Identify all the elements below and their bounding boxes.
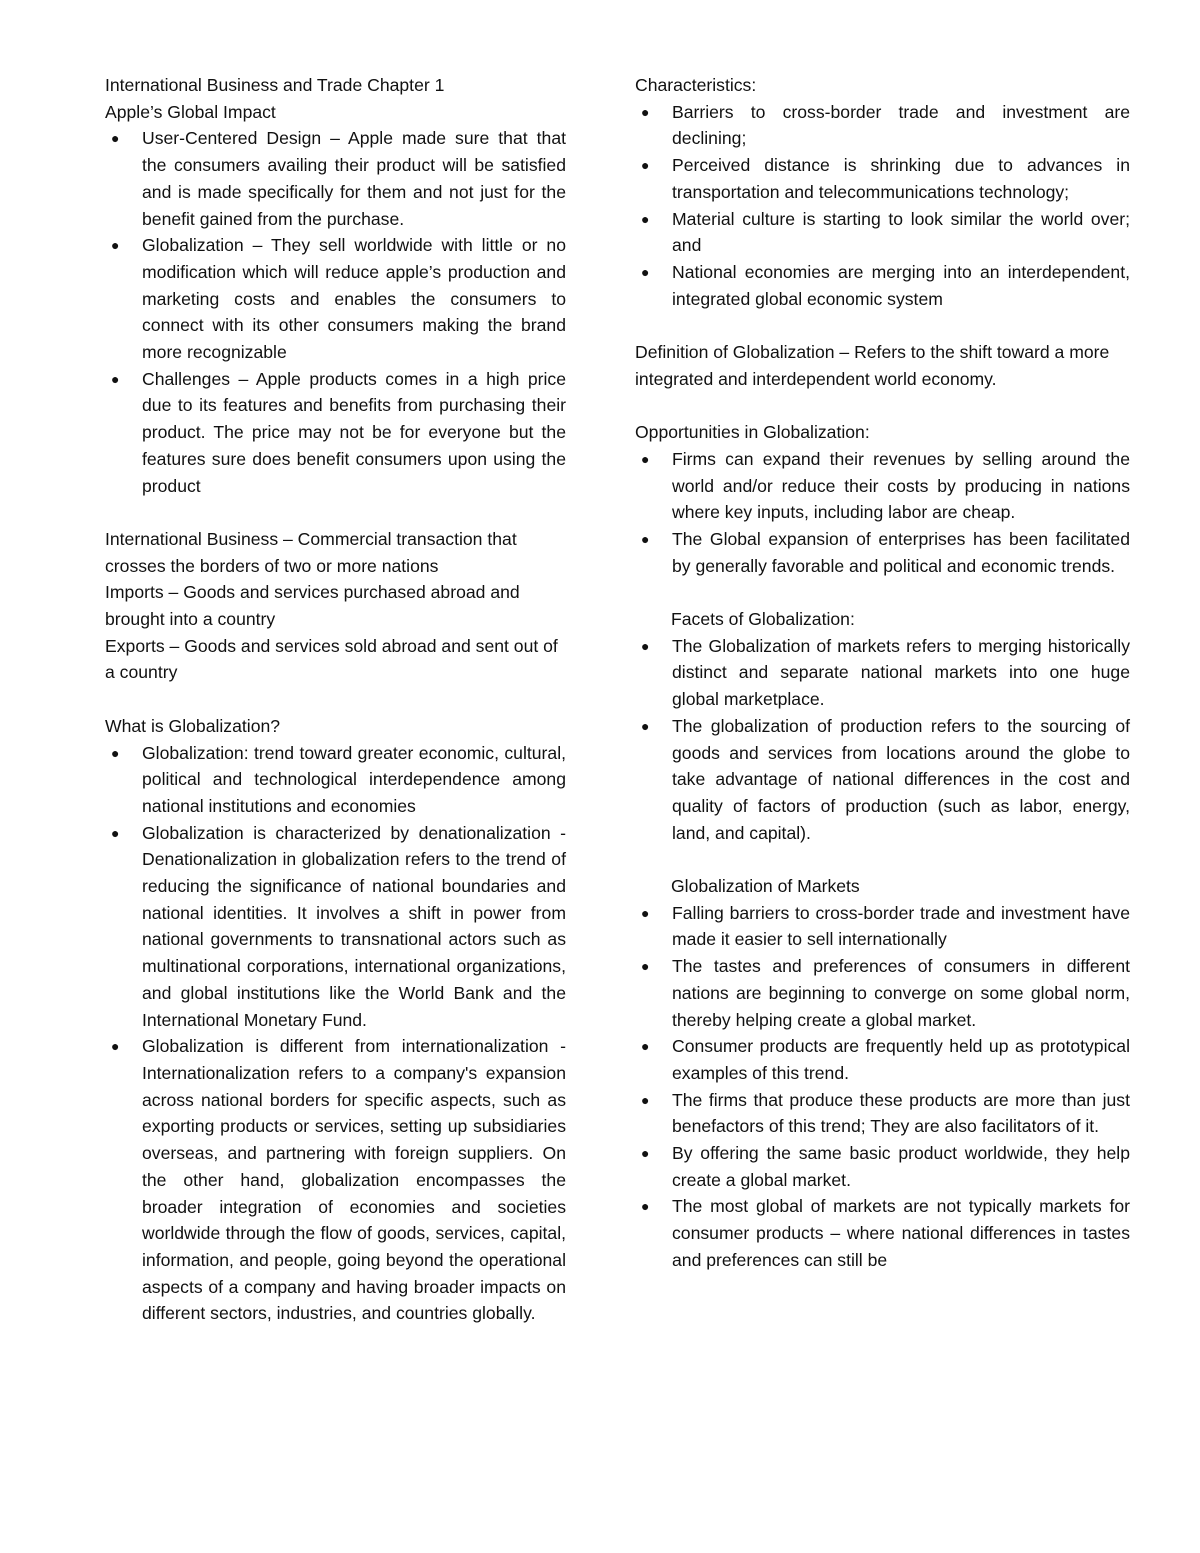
globalization-definition: Definition of Globalization – Refers to the shift toward a more integrated and interdependent world economy. (635, 342, 1110, 389)
list-item: ● By offering the same basic product worldwide, they help create a global market. (635, 1140, 1130, 1193)
apple-heading: Apple’s Global Impact (105, 101, 276, 122)
list-item: ● Globalization: trend toward greater economic, cultural, political and technological interdependence among national institutions and economies (105, 740, 566, 820)
bullet-icon: ● (641, 1091, 650, 1108)
definition-exports: Exports – Goods and services sold abroad and sent out of a country (105, 635, 558, 683)
bullet-icon: ● (641, 1145, 650, 1162)
opportunities-heading: Opportunities in Globalization: (635, 422, 870, 443)
characteristics-list (635, 99, 1130, 313)
list-item: ● User-Centered Design – Apple made sure that that the consumers availing their product will be satisfied and is made specifically for them and not just for the benefit gained from the purchase. (105, 125, 566, 232)
list-item: ● The firms that produce these products are more than just benefactors of this trend; They are also facilitators of it. (635, 1087, 1130, 1140)
bullet-icon: ● (641, 1198, 650, 1215)
list-item: ● Perceived distance is shrinking due to advances in transportation and telecommunications technology; (635, 152, 1130, 205)
list-item: ● Challenges – Apple products comes in a high price due to its features and benefits from purchasing their product. The price may not be for everyone but the features sure does benefit consumers upon using the product (105, 366, 566, 500)
apple-list (105, 125, 566, 499)
what-heading: What is Globalization? (105, 715, 281, 736)
bullet-icon: ● (641, 450, 650, 467)
list-item: ● The globalization of production refers to the sourcing of goods and services from locations around the globe to take advantage of national differences in the cost and quality of factors of production (such as labor, energy, land, and capital). (635, 713, 1130, 847)
bullet-icon: ● (111, 370, 120, 387)
bullet-icon: ● (641, 958, 650, 975)
list-item: ● The Global expansion of enterprises has been facilitated by generally favorable and political and economic trends. (635, 526, 1130, 579)
right-column (635, 72, 1130, 1274)
list-item: ● Globalization – They sell worldwide with little or no modification which will reduce apple’s production and marketing costs and enables the consumers to connect with its other consumers making the brand more recognizable (105, 232, 566, 366)
list-item: ● Globalization is different from internationalization - Internationalization refers to a company's expansion across national borders for specific aspects, such as exporting products or services, setting up subsidiaries overseas, and partnering with foreign suppliers. On the other hand, globalization encompasses the broader integration of economies and societies worldwide through the flow of goods, services, capital, information, and people, going beyond the operational aspects of a company and having broader impacts on different sectors, industries, and countries globally. (105, 1033, 566, 1327)
characteristics-heading: Characteristics: (635, 75, 757, 95)
list-item: ● Globalization is characterized by denationalization - Denationalization in globalization refers to the trend of reducing the significance of national boundaries and national identities. It involves a shift in power from national governments to transnational actors such as multinational corporations, international organizations, and global institutions like the World Bank and the International Monetary Fund. (105, 820, 566, 1034)
bullet-icon: ● (641, 904, 650, 921)
document-title: International Business and Trade Chapter 1 (105, 75, 445, 95)
opportunities-list (635, 446, 1130, 580)
bullet-icon: ● (641, 1038, 650, 1055)
list-item: ● Barriers to cross-border trade and investment are declining; (635, 99, 1130, 152)
bullet-icon: ● (641, 210, 650, 227)
bullet-icon: ● (641, 157, 650, 174)
list-item: ● Falling barriers to cross-border trade and investment have made it easier to sell internationally (635, 900, 1130, 953)
bullet-icon: ● (641, 263, 650, 280)
list-item: ● National economies are merging into an interdependent, integrated global economic system (635, 259, 1130, 312)
bullet-icon: ● (641, 530, 650, 547)
list-item: ● The tastes and preferences of consumers in different nations are beginning to converge on some global norm, thereby helping create a global market. (635, 953, 1130, 1033)
markets-list (635, 900, 1130, 1274)
bullet-icon: ● (111, 237, 120, 254)
list-item: ● The Globalization of markets refers to merging historically distinct and separate national markets into one huge global marketplace. (635, 633, 1130, 713)
left-column (105, 72, 566, 1327)
list-item: ● Firms can expand their revenues by selling around the world and/or reduce their costs by producing in nations where key inputs, including labor are cheap. (635, 446, 1130, 526)
definition-imports: Imports – Goods and services purchased abroad and brought into a country (105, 582, 520, 630)
list-item: ● Material culture is starting to look similar the world over; and (635, 206, 1130, 259)
what-list (105, 740, 566, 1327)
bullet-icon: ● (111, 824, 120, 841)
markets-heading: Globalization of Markets (671, 876, 860, 897)
bullet-icon: ● (111, 130, 120, 147)
bullet-icon: ● (641, 717, 650, 734)
bullet-icon: ● (641, 103, 650, 120)
bullet-icon: ● (641, 637, 650, 654)
list-item: ● Consumer products are frequently held up as prototypical examples of this trend. (635, 1033, 1130, 1086)
bullet-icon: ● (111, 1038, 120, 1055)
bullet-icon: ● (111, 744, 120, 761)
facets-list (635, 633, 1130, 847)
facets-heading: Facets of Globalization: (671, 609, 855, 630)
list-item: ● The most global of markets are not typically markets for consumer products – where national differences in tastes and preferences can still be (635, 1193, 1130, 1273)
definition-international-business: International Business – Commercial transaction that crosses the borders of two or more nations (105, 528, 517, 576)
